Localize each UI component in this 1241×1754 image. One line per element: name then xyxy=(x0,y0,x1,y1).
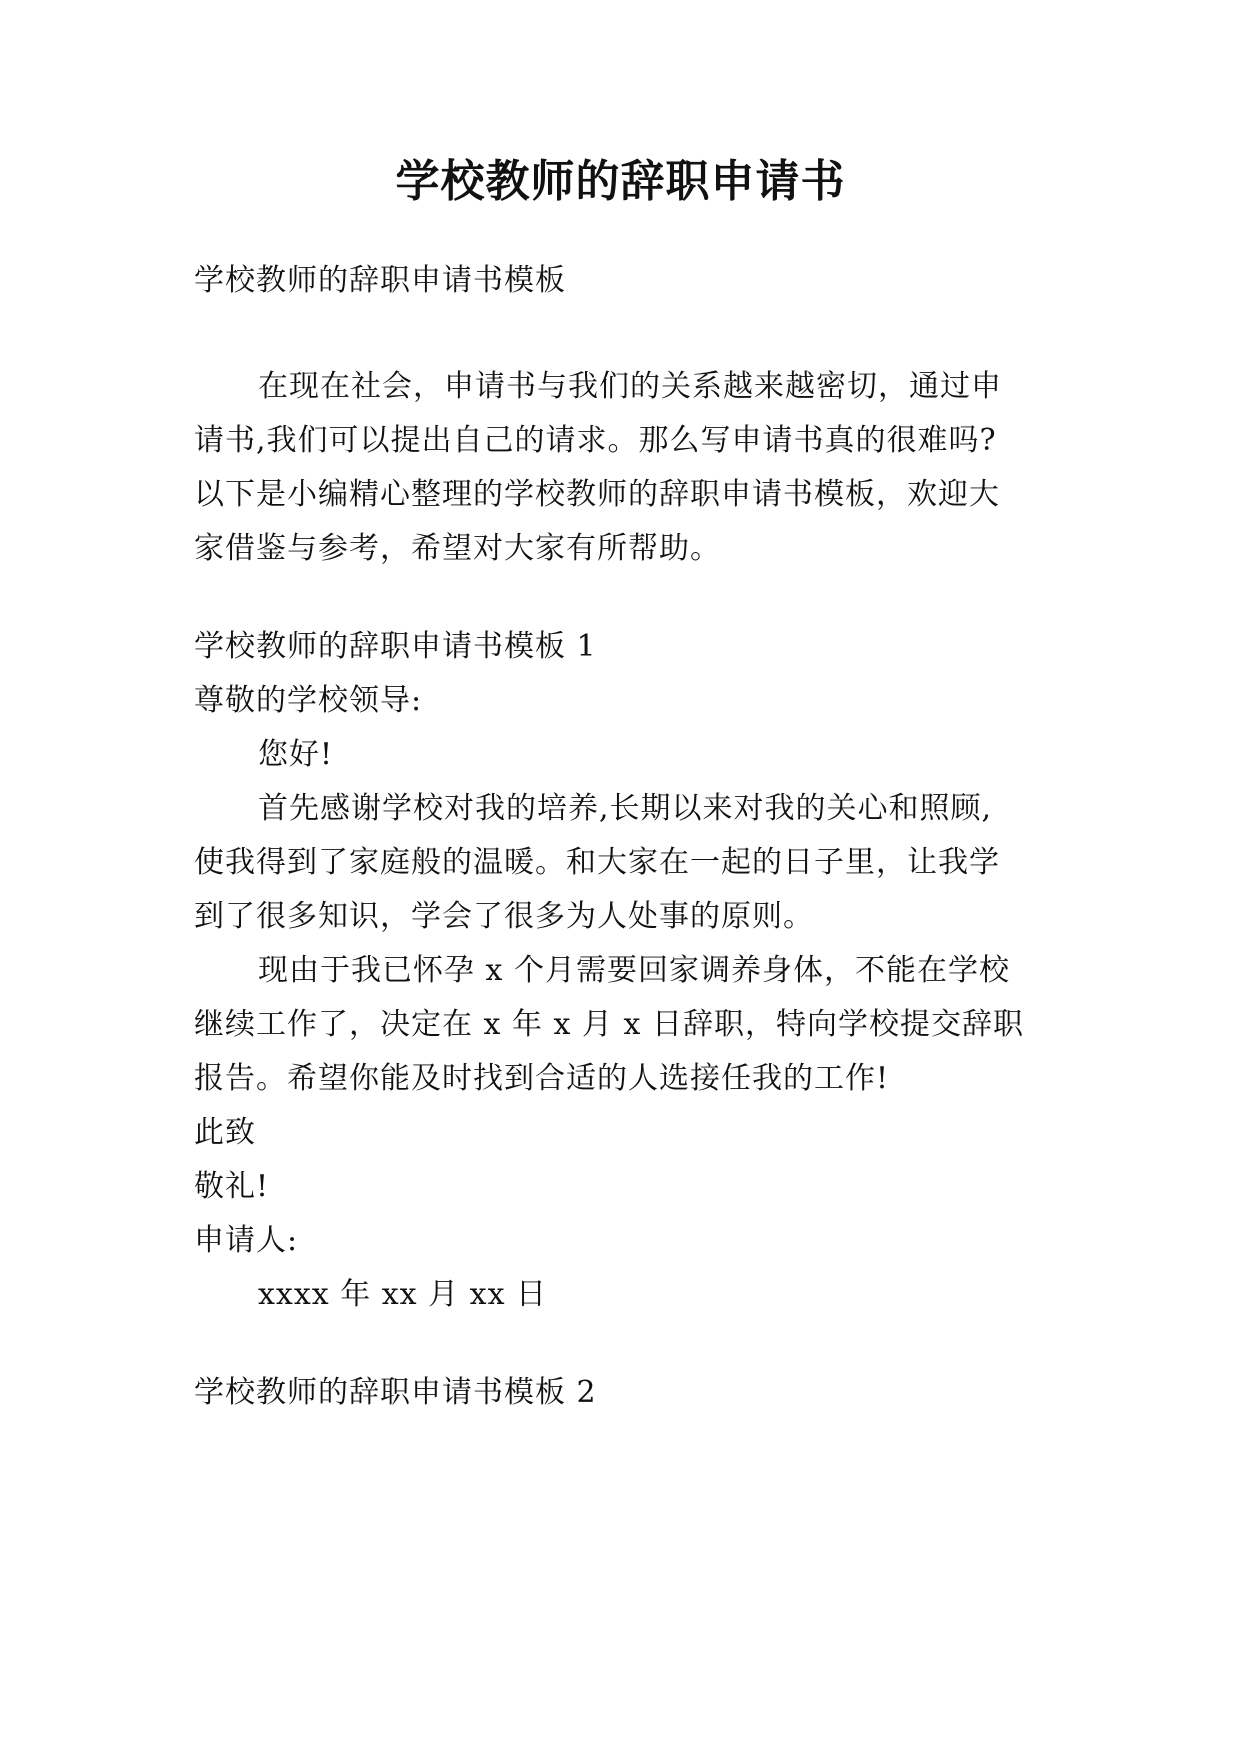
applicant-label: 申请人: xyxy=(194,1223,299,1258)
intro-line-2: 请书,我们可以提出自己的请求。那么写申请书真的很难吗? xyxy=(194,423,997,458)
paragraph-1-line-2: 使我得到了家庭般的温暖。和大家在一起的日子里，让我学 xyxy=(194,845,1000,880)
paragraph-2-line-1: 现由于我已怀孕 x 个月需要回家调养身体，不能在学校 xyxy=(258,953,1010,988)
document-title: 学校教师的辞职申请书 xyxy=(395,156,846,207)
greeting: 您好! xyxy=(258,737,334,772)
paragraph-1-line-3: 到了很多知识，学会了很多为人处事的原则。 xyxy=(194,899,814,934)
paragraph-2-line-2: 继续工作了，决定在 x 年 x 月 x 日辞职，特向学校提交辞职 xyxy=(194,1007,1024,1042)
intro-line-4: 家借鉴与参考，希望对大家有所帮助。 xyxy=(194,531,721,566)
paragraph-2-line-3: 报告。希望你能及时找到合适的人选接任我的工作! xyxy=(194,1061,890,1096)
document-subtitle: 学校教师的辞职申请书模板 xyxy=(194,263,566,298)
intro-line-3: 以下是小编精心整理的学校教师的辞职申请书模板，欢迎大 xyxy=(194,477,1000,512)
date-line: xxxx 年 xx 月 xx 日 xyxy=(258,1277,548,1312)
closing-line-1: 此致 xyxy=(194,1115,256,1150)
closing-line-2: 敬礼! xyxy=(194,1169,270,1204)
salutation: 尊敬的学校领导: xyxy=(194,683,423,718)
intro-line-1: 在现在社会，申请书与我们的关系越来越密切，通过申 xyxy=(258,369,1002,404)
template-1-heading: 学校教师的辞职申请书模板 1 xyxy=(194,629,597,664)
template-2-heading: 学校教师的辞职申请书模板 2 xyxy=(194,1375,597,1410)
paragraph-1-line-1: 首先感谢学校对我的培养,长期以来对我的关心和照顾, xyxy=(258,791,993,826)
